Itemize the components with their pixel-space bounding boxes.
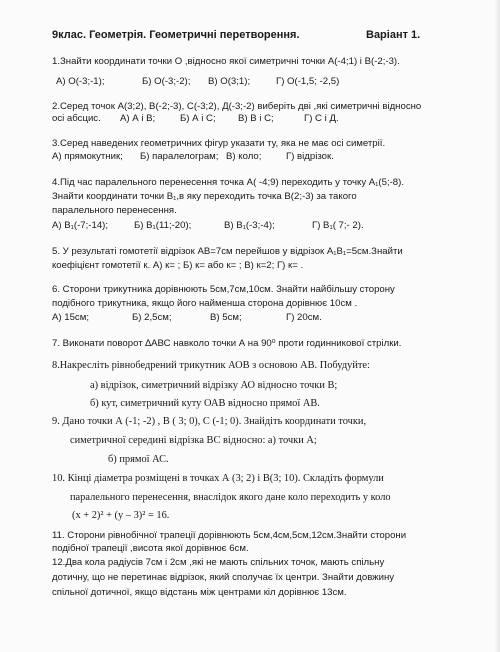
q2-option-b: Б) А і С; [180,113,216,124]
q2-line-start: осі абсцис. [52,113,101,124]
q3-option-a: А) прямокутник; [52,151,123,162]
q6-option-a: А) 15см; [52,312,89,323]
question-12-line-3: спільної дотичної, якщо відстань між центрами кіл дорівнює 13см. [52,587,347,598]
q1-option-d: Г) О(-1,5; -2,5) [276,76,340,87]
q3-option-b: Б) паралелограм; [140,151,219,162]
question-1-text: 1.Знайти координати точки О ,відносно якої симетричні точки А(-4;1) і В(-2;-3). [52,56,400,67]
question-12-line-1: 12.Два кола радіусів 7см і 2см ,які не мають спільних точок, мають спільну [52,557,385,568]
question-5-line-2: коефіцієнт гомотетії к. А) к= ; Б) к= або к= ; В) к=2; Г) к= . [52,260,304,271]
question-6-line-2: подібного трикутника, якщо його найменша сторона дорівнює 10см . [52,298,358,309]
question-3-text: 3.Серед наведених геометричних фігур указати ту, яка не має осі симетрії. [52,138,386,149]
question-10-line-1: 10. Кінці діаметра розміщені в точках А (3; 2) і В(3; 10). Складіть формули [52,473,384,484]
q1-option-a: А) О(-3;-1); [56,76,105,87]
question-12-line-2: дотичну, що не перетинає відрізок, який сполучає їх центри. Знайти довжину [52,572,395,583]
q1-option-c: В) О(3;1); [208,76,251,87]
question-9-line-1: 9. Дано точки А (-1; -2) , В ( 3; 0), С (-1; 0). Знайдіть координати точки, [52,416,367,427]
question-4-line-3: паралельного перенесення. [52,205,177,216]
variant-label: Варіант 1. [366,29,421,41]
question-4-line-2: Знайти координати точки В₁,в яку переходить точка В(2;-3) за такого [52,191,357,202]
question-7-text: 7. Виконати поворот ∆АВС навколо точки А на 90⁰ проти годинникової стрілки. [52,338,402,349]
q4-option-c: В) В₁(-3;-4); [224,220,275,231]
q6-option-d: Г) 20см. [286,312,322,323]
question-9-line-3: б) прямої АС. [108,454,169,465]
question-11-line-2: подібної трапеції ,висота якої дорівнює 6см. [52,543,249,554]
question-10-line-2: паралельного перенесення, внаслідок якого дане коло переходить у коло [70,492,391,503]
q2-option-a: А) А і В; [120,113,156,124]
q6-option-b: Б) 2,5см; [132,312,172,323]
question-8-line-1: 8.Накресліть рівнобедрений трикутник АОВ з основою АВ. Побудуйте: [52,360,370,371]
q4-option-d: Г) В₁( 7;- 2). [312,220,364,231]
question-4-line-1: 4.Під час паралельного перенесення точка А( -4;9) переходить у точку А₁(5;-8). [52,177,404,188]
q1-option-b: Б) О(-3;-2); [142,76,191,87]
question-11-line-1: 11. Сторони рівнобічної трапеції дорівнюють 5см,4см,5см,12см.Знайти сторони [52,530,407,541]
question-8-line-3: б) кут, симетричний куту ОАВ відносно прямої АВ. [90,398,320,409]
q3-option-d: Г) відрізок. [286,151,334,162]
question-6-line-1: 6. Сторони трикутника дорівнюють 5см,7см,10см. Знайти найбільшу сторону [52,284,395,295]
q2-option-d: Г) С і Д. [304,113,339,124]
question-2-line-1: 2.Серед точок А(3;2), В(-2;-3), С(-3;2), Д(-3;-2) виберіть дві ,які симетричні відносно [52,101,422,112]
question-9-line-2: симетричної середині відрізка ВС відносно: а) точки А; [70,435,317,446]
q2-option-c: В) В і С; [238,113,274,124]
q6-option-c: В) 5см; [210,312,242,323]
question-10-formula: (x + 2)² + (y – 3)² = 16. [72,510,170,521]
q4-option-b: Б) В₁(11;-20); [134,220,192,231]
question-5-line-1: 5. У результаті гомотетії відрізок АВ=7см перейшов у відрізок А₁В₁=5см.Знайти [52,246,403,257]
page-edge-shadow [494,0,500,652]
worksheet-title: 9клас. Геометрія. Геометричні перетворення. [52,29,300,41]
question-8-line-2: а) відрізок, симетричний відрізку АО відносно точки В; [90,380,338,391]
q4-option-a: А) В₁(-7;-14); [52,220,109,231]
q3-option-c: В) коло; [226,151,262,162]
